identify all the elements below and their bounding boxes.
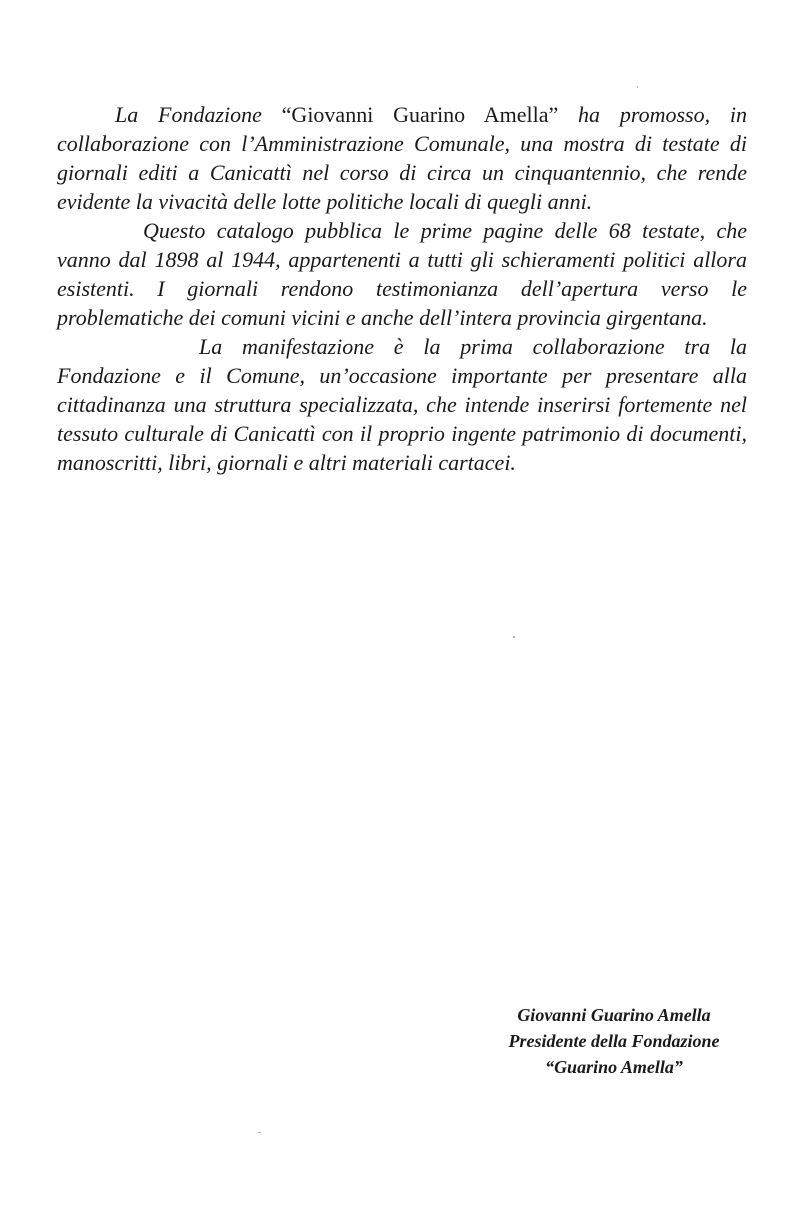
scan-speck [513,636,515,638]
signature-block [440,1002,788,1080]
signature-role: Presidente della Fondazione [508,1031,720,1051]
scan-speck [258,1132,261,1133]
paragraph-catalog: Questo catalogo pubblica le prime pagine delle 68 testate, che vanno dal 1898 al 1944, appartenenti a tutti gli schieramenti politici allora esistenti. I giornali rendono testimonianza dell’apertura verso le problematiche dei comuni vicini e anche dell’intera provincia girgentana. [57,218,747,330]
intro-lead: La Fondazione [115,102,282,127]
foundation-name: “Giovanni Guarino Amella” [281,102,559,127]
paragraph-intro [57,100,747,216]
signature-org: “Guarino Amella” [545,1057,683,1077]
intro-rest: ha promosso, in collaborazione con l’Amministrazione Comunale, una mostra di testate di giornali editi a Canicattì nel corso di circa un cinquantennio, che rende evidente la vivacità delle lotte politiche locali di quegli anni. [57,102,747,214]
signature-name: Giovanni Guarino Amella [517,1005,711,1025]
scan-speck [637,86,638,88]
body-text [57,100,747,477]
paragraph-event: La manifestazione è la prima collaborazione tra la Fondazione e il Comune, un’occasione importante per presentare alla cittadinanza una struttura specializzata, che intende inserirsi fortemente nel tessuto culturale di Canicattì con il proprio ingente patrimonio di documenti, manoscritti, libri, giornali e altri materiali cartacei. [57,334,747,475]
